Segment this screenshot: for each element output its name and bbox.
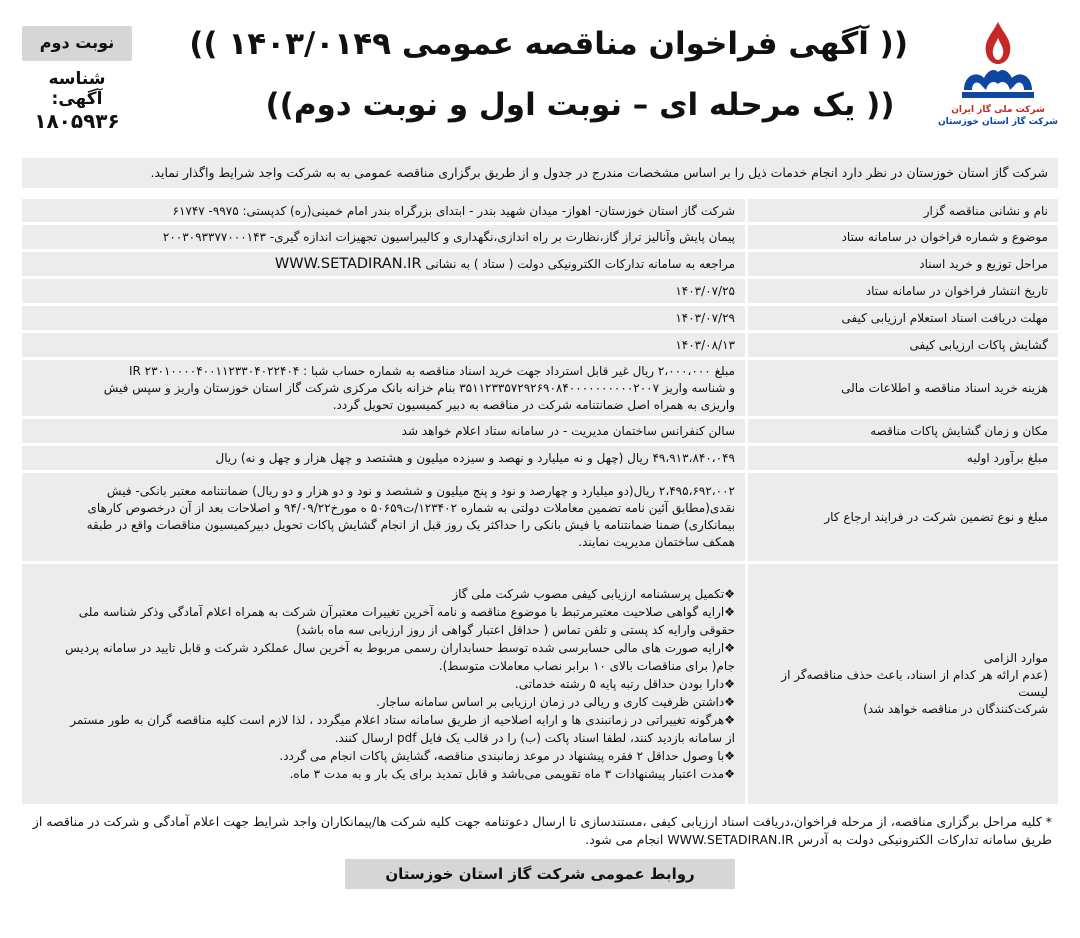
logo-line-provincial: شرکت گاز استان خوزستان [938, 117, 1058, 127]
notice-id-box [22, 26, 132, 133]
table-row [22, 306, 1058, 330]
title-line-2: (( یک مرحله ای – نوبت اول و نوبت دوم)) [265, 87, 895, 123]
table-row [22, 252, 1058, 276]
row-label: مبلغ برآورد اولیه [748, 446, 1058, 470]
opening-date: ۱۴۰۳/۰۸/۱۳ [22, 333, 748, 357]
mandatory-note: (عدم ارائه هر کدام از اسناد، باعث حذف مناقصه‌گر از لیست [781, 668, 1048, 699]
requirement-line: جام( برای مناقصات بالای ۱۰ برابر نصاب معاملات متوسط). [438, 659, 735, 673]
round-badge: نوبت دوم [22, 26, 132, 61]
deadline-date: ۱۴۰۳/۰۷/۲۹ [22, 306, 748, 330]
distribution-text: مراجعه به سامانه تدارکات الکترونیکی دولت ( ستاد ) به نشانی [425, 257, 735, 271]
requirement-line: ❖مدت اعتبار پیشنهادات ۳ ماه تقویمی می‌باشد و قابل تمدید برای یک بار و به مدت ۳ ماه. [289, 767, 735, 781]
requirement-line: ❖تکمیل پرسشنامه ارزیابی کیفی مصوب شرکت ملی گاز [452, 587, 735, 601]
table-row [22, 199, 1058, 222]
notice-title [189, 20, 908, 130]
row-label: گشایش پاکات ارزیابی کیفی [748, 333, 1058, 357]
requirement-line: از سامانه بازدید کنند، لطفا اسناد پاکت (ب) را در قالب یک فایل pdf ارسال کنند. [334, 731, 735, 745]
row-label: تاریخ انتشار فراخوان در سامانه ستاد [748, 279, 1058, 303]
table-row [22, 279, 1058, 303]
table-row [22, 446, 1058, 470]
mandatory-note: شرکت‌کنندگان در مناقصه خواهد شد) [863, 702, 1048, 716]
row-label [748, 564, 1058, 804]
guarantee-amount [22, 473, 748, 561]
tender-details-table [22, 196, 1058, 807]
fee-line: و شناسه واریز ۳۵۱۱۲۳۳۵۷۲۹۲۶۹۰۸۴۰۰۰۰۰۰۰۰۰۰۲۰۰۷ بنام خزانه بانک مرکزی شرکت گاز استان خوزستان واریز و سپس فیش [103, 380, 735, 395]
requirement-line: ❖ارایه صورت های مالی حسابرسی شده توسط حسابداران رسمی مربوط به آخرین سال عملکرد شرکت و قابل تایید در سامانه پردیس [65, 641, 735, 655]
footnote [22, 813, 1058, 849]
table-row [22, 473, 1058, 561]
fee-line: مبلغ ۲،۰۰۰،۰۰۰ ریال غیر قابل استرداد جهت خرید اسناد مناقصه به شماره حساب شبا : IR ۲۳۰۱۰۰۰۰۴۰۰۱۱۲۳۳۰۴۰۲۲۴۰۴ [128, 363, 735, 378]
row-label: مکان و زمان گشایش پاکات مناقصه [748, 419, 1058, 443]
table-row [22, 419, 1058, 443]
row-value [22, 252, 748, 276]
table-row [22, 360, 1058, 416]
mandatory-items [22, 564, 748, 804]
fee-line: واریزی به همراه اصل ضمانتنامه شرکت در مناقصه به دبیر کمیسیون تحویل گردد. [332, 397, 735, 412]
row-value: شرکت گاز استان خوزستان- اهواز- میدان شهید بندر - ابتدای بزرگراه بندر امام خمینی(ره) کدپستی: ۹۹۷۵- ۶۱۷۴۷ [22, 199, 748, 222]
guarantee-line: ۲،۴۹۵،۶۹۲،۰۰۲ ریال(دو میلیارد و چهارصد و نود و پنج میلیون و ششصد و نود و دو هزار و دو ریال) ضمانتنامه معتبر بانکی- فیش [106, 484, 735, 498]
row-value: پیمان پایش وآنالیز تراز گاز،نظارت بر راه اندازی،نگهداری و کالیبراسیون تجهیزات اندازه گیری- ۲۰۰۳۰۹۳۳۷۷۰۰۰۱۴۳ [22, 225, 748, 249]
document-fee [22, 360, 748, 416]
table-row [22, 333, 1058, 357]
requirement-line: ❖هرگونه تغییراتی در زمانبندی ها و ارایه اصلاحیه از طریق سامانه ستاد اعلام میگردد ، لذا لازم است کلیه مناقصه گران به طور مستمر [70, 713, 735, 727]
notice-id-value: ۱۸۰۵۹۳۶ [34, 109, 120, 133]
row-label: موضوع و شماره فراخوان در سامانه ستاد [748, 225, 1058, 249]
gas-flame-logo-icon [954, 20, 1042, 104]
row-label: مراحل توزیع و خرید اسناد [748, 252, 1058, 276]
estimated-amount: ۴۹،۹۱۳،۸۴۰،۰۴۹ ریال (چهل و نه میلیارد و نهصد و سیزده میلیون و هشتصد و چهل هزار و چهل و نه) ریال [22, 446, 748, 470]
setad-link: WWW.SETADIRAN.IR [274, 256, 422, 272]
opening-place: سالن کنفرانس ساختمان مدیریت - در سامانه ستاد اعلام خواهد شد [22, 419, 748, 443]
logo-line-national: شرکت ملی گاز ایران [951, 105, 1045, 115]
guarantee-line: بیمانکاری) ضمنا ضمانتنامه یا فیش بانکی را حداکثر یک روز قبل از انجام گشایش پاکات تحویل دبیرکمیسیون مناقصات واقع در طبقه [86, 518, 735, 532]
public-relations-signature: روابط عمومی شرکت گاز استان خوزستان [345, 859, 735, 889]
requirement-line: ❖با وصول حداقل ۲ فقره پیشنهاد در موعد زمانبندی مناقصه، گشایش پاکات انجام می گردد. [279, 749, 735, 763]
header [22, 12, 1058, 152]
requirement-line: ❖داشتن ظرفیت کاری و ریالی در زمان ارزیابی بر اساس سامانه ساجار. [375, 695, 735, 709]
mandatory-title: موارد الزامی [983, 651, 1048, 665]
notice-id-label: شناسه آگهی: [48, 69, 106, 109]
table-row [22, 225, 1058, 249]
requirement-line: ❖ارایه گواهی صلاحیت معتبرمرتبط با موضوع مناقصه و نامه آخرین تغییرات معتبرآن شرکت به همراه اعلام آمادگی وذکر شناسه ملی [78, 605, 735, 619]
row-label: هزینه خرید اسناد مناقصه و اطلاعات مالی [748, 360, 1058, 416]
title-line-1: (( آگهی فراخوان مناقصه عمومی ۱۴۰۳/۰۱۴۹ )) [189, 26, 908, 62]
intro-text: شرکت گاز استان خوزستان در نظر دارد انجام خدمات ذیل را بر اساس مشخصات مندرج در جدول و از طریق برگزاری مناقصه عمومی به به شرکت واجد شرایط واگذار نماید. [22, 158, 1058, 188]
company-logo [938, 20, 1058, 128]
footnote-line: طریق سامانه تدارکات الکترونیکی دولت به آدرس WWW.SETADIRAN.IR انجام می شود. [585, 832, 1052, 847]
row-label: مهلت دریافت اسناد استعلام ارزیابی کیفی [748, 306, 1058, 330]
guarantee-line: همکف ساختمان مدیریت نمایند. [578, 535, 735, 549]
guarantee-line: نقدی(مطابق آئین نامه تضمین معاملات دولتی به شماره ۱۲۳۴۰۲/ت۵۰۶۵۹ ه مورخ۹۴/۰۹/۲۲ و اصلاحات بعد از آن درخصوص کارهای [87, 501, 735, 515]
publish-date: ۱۴۰۳/۰۷/۲۵ [22, 279, 748, 303]
row-label: مبلغ و نوع تضمین شرکت در فرایند ارجاع کار [748, 473, 1058, 561]
requirement-line: ❖دارا بودن حداقل رتبه پایه ۵ رشته خدماتی. [514, 677, 735, 691]
requirement-line: حقوقی وارایه کد پستی و تلفن تماس ( حداقل اعتبار گواهی از روز ارزیابی سه ماه باشد) [295, 623, 735, 637]
footnote-line: * کلیه مراحل برگزاری مناقصه، از مرحله فراخوان،دریافت اسناد ارزیابی کیفی ،مستندسازی تا ارسال دعوتنامه جهت کلیه شرکت ها/پیمانکاران واجد شرایط جهت اعلام آمادگی و شرکت در مناقصه از [32, 814, 1052, 829]
row-label: نام و نشانی مناقصه گزار [748, 199, 1058, 222]
table-row [22, 564, 1058, 804]
